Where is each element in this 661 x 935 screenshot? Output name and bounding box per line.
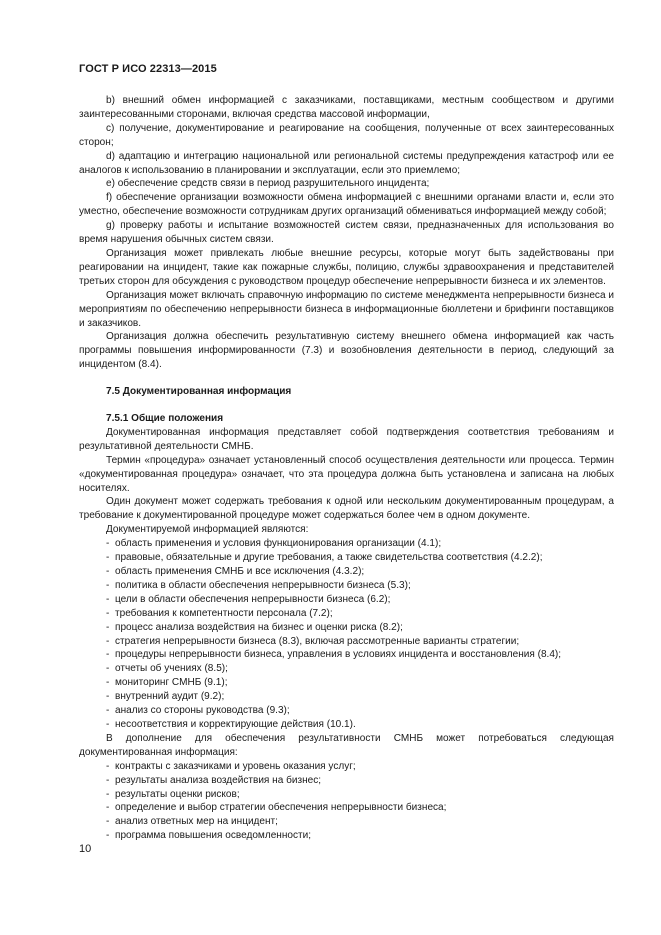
list-marker: - xyxy=(106,663,110,675)
list-marker: - xyxy=(106,607,110,619)
paragraph: Термин «процедура» означает установленный способ осуществления деятельности или процесса. Термин «документированная процедура» означает, что эта процедура должна быть установлена и записана на любых носителях. xyxy=(79,454,614,494)
list-marker: - xyxy=(106,677,110,689)
paragraph: f) обеспечение организации возможности обмена информацией с внешними органами власти и, если это уместно, обеспечение возможности сотрудникам других организаций обмениваться информацией между собой; xyxy=(79,192,614,218)
list-item xyxy=(79,662,614,676)
list-item xyxy=(79,648,614,662)
paragraph: Организация может привлекать любые внешние ресурсы, которые могут быть задействованы при реагировании на инцидент, такие как пожарные службы, полицию, службы здравоохранения и представителей третьих сторон для обсуждения с руководством процедур обеспечение непрерывности бизнеса и их элементов. xyxy=(79,247,614,287)
list-marker: - xyxy=(106,579,110,591)
list-marker: - xyxy=(106,621,110,633)
list-item xyxy=(79,565,614,579)
paragraph: Документированная информация представляет собой подтверждения соответствия требованиям и результативной деятельности СМНБ. xyxy=(79,426,614,452)
list-item-text: определение и выбор стратегии обеспечения непрерывности бизнеса; xyxy=(115,802,447,814)
list-marker: - xyxy=(106,566,110,577)
list-item-text: несоответствия и корректирующие действия (10.1). xyxy=(115,718,356,730)
list-item xyxy=(79,801,614,815)
list-item-text: политика в области обеспечения непрерывности бизнеса (5.3); xyxy=(115,579,411,591)
list-item xyxy=(79,704,614,718)
additional-info-list xyxy=(79,760,614,843)
list-item xyxy=(79,537,614,551)
list-item xyxy=(79,788,614,802)
subsection-heading: 7.5.1 Общие положения xyxy=(106,413,224,425)
list-item xyxy=(79,621,614,635)
paragraph: Организация должна обеспечить результативную систему внешнего обмена информацией как часть программы повышения информированности (7.3) и возобновления деятельности в период, следующий за инцидентом (8.4). xyxy=(79,331,614,371)
list-item xyxy=(79,829,614,843)
paragraph: e) обеспечение средств связи в период разрушительного инцидента; xyxy=(106,178,430,190)
list-marker: - xyxy=(106,593,110,605)
list-item xyxy=(79,815,614,829)
list-marker: - xyxy=(106,830,110,842)
list-item xyxy=(79,579,614,593)
list-item-text: результаты анализа воздействия на бизнес; xyxy=(115,774,322,786)
list-item xyxy=(79,551,614,565)
documented-info-list xyxy=(79,537,614,732)
list-item xyxy=(79,774,614,788)
list-item-text: область применения СМНБ и все исключения (4.3.2); xyxy=(115,566,365,577)
list-marker: - xyxy=(106,552,110,564)
paragraph: В дополнение для обеспечения результативности СМНБ может потребоваться следующая документированная информация: xyxy=(79,732,614,758)
list-item-text: результаты оценки рисков; xyxy=(115,788,240,800)
document-header: ГОСТ Р ИСО 22313—2015 xyxy=(79,63,217,75)
list-item xyxy=(79,760,614,774)
page-number: 10 xyxy=(79,843,92,855)
paragraph: Организация может включать справочную информацию по системе менеджмента непрерывности бизнеса и мероприятиям по обеспечению непрерывности бизнеса в информационные бюллетени и брифинги поставщиков и заказчиков. xyxy=(79,289,614,329)
paragraph: g) проверку работы и испытание возможностей систем связи, предназначенных для использования во время нарушения обычных систем связи. xyxy=(79,220,614,246)
list-item xyxy=(79,607,614,621)
list-item xyxy=(79,690,614,704)
list-marker: - xyxy=(106,760,110,772)
paragraph: d) адаптацию и интеграцию национальной или региональной системы предупреждения катастроф или ее аналогов к использованию в планировании и эксплуатации, если это приемлемо; xyxy=(79,150,614,176)
paragraph: Документируемой информацией являются: xyxy=(106,524,309,536)
list-item-text: анализ ответных мер на инцидент; xyxy=(115,816,278,828)
list-item xyxy=(79,718,614,732)
list-item-text: стратегия непрерывности бизнеса (8.3), включая рассмотренные варианты стратегии; xyxy=(115,635,520,647)
list-item-text: процесс анализа воздействия на бизнес и оценки риска (8.2); xyxy=(115,621,403,633)
document-body xyxy=(79,94,614,843)
list-item-text: контракты с заказчиками и уровень оказания услуг; xyxy=(115,760,356,772)
list-marker: - xyxy=(106,816,110,828)
list-item xyxy=(79,676,614,690)
list-marker: - xyxy=(106,538,110,550)
list-marker: - xyxy=(106,691,110,703)
list-marker: - xyxy=(106,649,110,661)
list-marker: - xyxy=(106,718,110,730)
list-marker: - xyxy=(106,635,110,647)
paragraph: c) получение, документирование и реагирование на сообщения, полученные от всех заинтересованных сторон; xyxy=(79,122,614,148)
list-item-text: анализ со стороны руководства (9.3); xyxy=(115,705,290,717)
list-marker: - xyxy=(106,802,110,814)
list-item-text: цели в области обеспечения непрерывности бизнеса (6.2); xyxy=(115,593,391,605)
paragraph: b) внешний обмен информацией с заказчиками, поставщиками, местным сообществом и другими заинтересованными сторонами, включая средства массовой информации, xyxy=(79,95,614,120)
list-item-text: правовые, обязательные и другие требования, а также свидетельства соответствия (4.2.2); xyxy=(115,552,543,564)
paragraph: Один документ может содержать требования к одной или нескольким документированным процедурам, а требование к документированной процедуре может содержаться более чем в одном документе. xyxy=(79,496,614,522)
list-item-text: процедуры непрерывности бизнеса, управления в условиях инцидента и восстановления (8.4); xyxy=(115,649,562,661)
list-item-text: требования к компетентности персонала (7.2); xyxy=(115,607,333,619)
list-item-text: программа повышения осведомленности; xyxy=(115,830,311,842)
list-marker: - xyxy=(106,788,110,800)
list-marker: - xyxy=(106,774,110,786)
list-item xyxy=(79,635,614,649)
section-heading: 7.5 Документированная информация xyxy=(106,386,292,398)
list-item xyxy=(79,593,614,607)
list-item-text: область применения и условия функционирования организации (4.1); xyxy=(115,538,442,550)
list-item-text: отчеты об учениях (8.5); xyxy=(115,663,228,675)
list-item-text: внутренний аудит (9.2); xyxy=(115,691,225,703)
list-item-text: мониторинг СМНБ (9.1); xyxy=(115,677,228,689)
list-marker: - xyxy=(106,705,110,717)
